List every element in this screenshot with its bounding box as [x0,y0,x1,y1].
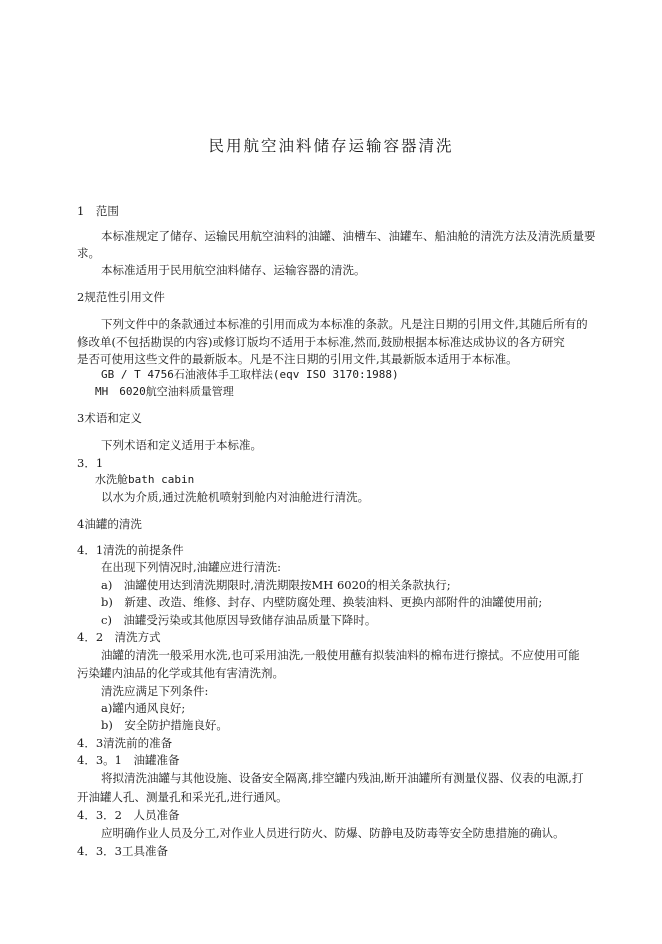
paragraph: 是否可使用这些文件的最新版本。凡是不注日期的引用文件,其最新版本适用于本标准。 [77,352,518,366]
reference-item: GB / T 4756石油液体手工取样法(eqv ISO 3170:1988) [101,368,399,381]
paragraph: 修改单(不包括勘误的内容)或修订版均不适用于本标准,然而,鼓励根据本标准达成协议的各方研究 [77,335,565,349]
paragraph: 本标准规定了储存、运输民用航空油料的油罐、油槽车、油罐车、船油舱的清洗方法及清洗质量要 [101,229,596,243]
list-item: a) 油罐使用达到清洗期限时,清洗期限按MH 6020的相关条款执行; [101,578,451,592]
list-item: b) 新建、改造、维修、封存、内壁防腐处理、换装油料、更换内部附件的油罐使用前; [101,595,543,609]
paragraph: 应明确作业人员及分工,对作业人员进行防火、防爆、防静电及防毒等安全防患措施的确认。 [101,826,565,840]
section-2-heading: 2规范性引用文件 [77,290,165,304]
list-item: b) 安全防护措施良好。 [101,718,228,732]
section-3-heading: 3术语和定义 [77,411,142,425]
paragraph: 求。 [77,246,100,260]
paragraph: 污染罐内油品的化学或其他有害清洗剂。 [77,666,284,680]
list-item: a)罐内通风良好; [101,701,186,715]
subsection-heading: 4．3清洗前的准备 [77,736,173,750]
paragraph: 将拟清洗油罐与其他设施、设备安全隔离,排空罐内残油,断开油罐所有测量仪器、仪表的电源,打 [101,771,584,785]
paragraph: 下列术语和定义适用于本标准。 [101,438,262,452]
section-1-heading: 1 范围 [77,204,119,218]
document-title: 民用航空油料储存运输容器清洗 [208,137,454,155]
reference-item: MH 6020航空油料质量管理 [95,385,234,398]
subsection-heading: 4．3。1 油罐准备 [77,753,180,767]
paragraph: 清洗应满足下列条件: [101,684,209,698]
subsection-heading: 4．3．3工具准备 [77,844,168,858]
subsection-heading: 4．2 清洗方式 [77,630,161,644]
section-4-heading: 4油罐的清洗 [77,517,142,531]
term: 水洗舱bath cabin [95,473,195,486]
list-item: c) 油罐受污染或其他原因导致储存油品质量下降时。 [101,613,377,627]
paragraph: 油罐的清洗一般采用水洗,也可采用油洗,一般使用蘸有拟装油料的棉布进行擦拭。不应使用可能 [101,648,580,662]
subsection-heading: 4．3．2 人员准备 [77,808,180,822]
definition: 以水为介质,通过洗舱机喷射到舱内对油舱进行清洗。 [101,490,370,504]
clause-number: 3．1 [77,456,104,470]
paragraph: 下列文件中的条款通过本标准的引用而成为本标准的条款。凡是注日期的引用文件,其随后所有的 [101,317,588,331]
paragraph: 开油罐人孔、测量孔和采光孔,进行通风。 [77,790,288,804]
paragraph: 在出现下列情况时,油罐应进行清洗: [101,560,282,574]
subsection-heading: 4．1清洗的前提条件 [77,543,184,557]
paragraph: 本标准适用于民用航空油料储存、运输容器的清洗。 [101,263,366,277]
